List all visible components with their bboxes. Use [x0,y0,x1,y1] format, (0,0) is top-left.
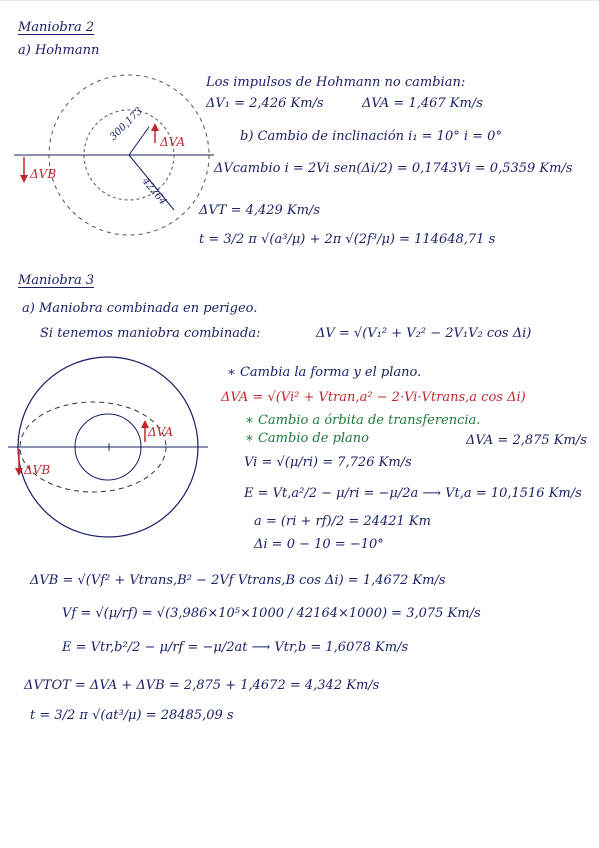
section-title-maniobra2: Maniobra 2 [18,20,95,35]
delta-i: Δi = 0 − 10 = −10° [254,537,384,552]
dv1-value: ΔV₁ = 2,426 Km/s [206,96,324,111]
radius-line-short [129,127,149,155]
hohmann-label: a) Hohmann [18,43,100,58]
label-dva-3: ΔVA [148,425,174,439]
star-transfer: ∗ Cambio a órbita de transferencia. [245,413,481,428]
dva-result: ΔVA = 2,875 Km/s [466,433,587,448]
vf-formula: Vf = √(μ/rf) = √(3,986×10⁵×1000 / 42164×1000) = 3,075 Km/s [62,606,481,621]
combined-orbit-diagram [8,352,208,542]
dvt-value: ΔVT = 4,429 Km/s [199,203,321,218]
combined-intro: Si tenemos maniobra combinada: [40,326,261,341]
center-plus: + [104,440,115,454]
energy-formula: E = Vt,a²/2 − μ/ri = −μ/2a ⟶ Vt,a = 10,1516 Km/s [244,486,582,501]
combined-formula: ΔV = √(V₁² + V₂² − 2V₁V₂ cos Δi) [316,326,532,341]
semimajor-axis: a = (ri + rf)/2 = 24421 Km [254,514,431,529]
dvtot-result: ΔVTOT = ΔVA + ΔVB = 2,875 + 1,4672 = 4,342 Km/s [24,678,380,693]
vi-formula: Vi = √(μ/ri) = 7,726 Km/s [244,455,412,470]
energy-formula-b: E = Vtr,b²/2 − μ/rf = −μ/2at ⟶ Vtr,b = 1,6078 Km/s [62,640,409,655]
label-42264: 42264 [139,176,169,208]
star-shape-plane: ∗ Cambia la forma y el plano. [227,365,422,380]
label-dva-2: ΔVA [160,135,186,149]
hohmann-text: Los impulsos de Hohmann no cambian: [206,75,466,90]
star-plane: ∗ Cambio de plano [245,431,370,446]
dv-cambio-formula: ΔVcambio i = 2Vi sen(Δi/2) = 0,1743Vi = 0,5359 Km/s [214,161,573,176]
top-rule [0,0,599,1]
label-dvb-2: ΔVB [30,167,57,181]
combined-maneuver-label: a) Maniobra combinada en perigeo. [22,301,258,316]
dva-arrowhead [151,123,159,131]
label-dvb-3: ΔVB [24,463,51,477]
dvb-arrowhead [20,175,28,183]
dvb-formula: ΔVB = √(Vf² + Vtrans,B² − 2Vf Vtrans,B cos Δi) = 1,4672 Km/s [30,573,446,588]
section-title-maniobra3: Maniobra 3 [18,273,95,288]
hohmann-orbit-diagram [14,75,214,245]
label-300: 300,173 [108,105,146,143]
dva-value: ΔVA = 1,467 Km/s [362,96,483,111]
dva-formula-3: ΔVA = √(Vi² + Vtran,a² − 2·Vi·Vtrans,a cos Δi) [221,390,526,405]
time-formula-3: t = 3/2 π √(at³/μ) = 28485,09 s [30,708,234,723]
time-formula-2: t = 3/2 π √(a³/μ) + 2π √(2f³/μ) = 114648,71 s [199,232,496,247]
inclination-label: b) Cambio de inclinación i₁ = 10° i = 0° [240,129,502,144]
